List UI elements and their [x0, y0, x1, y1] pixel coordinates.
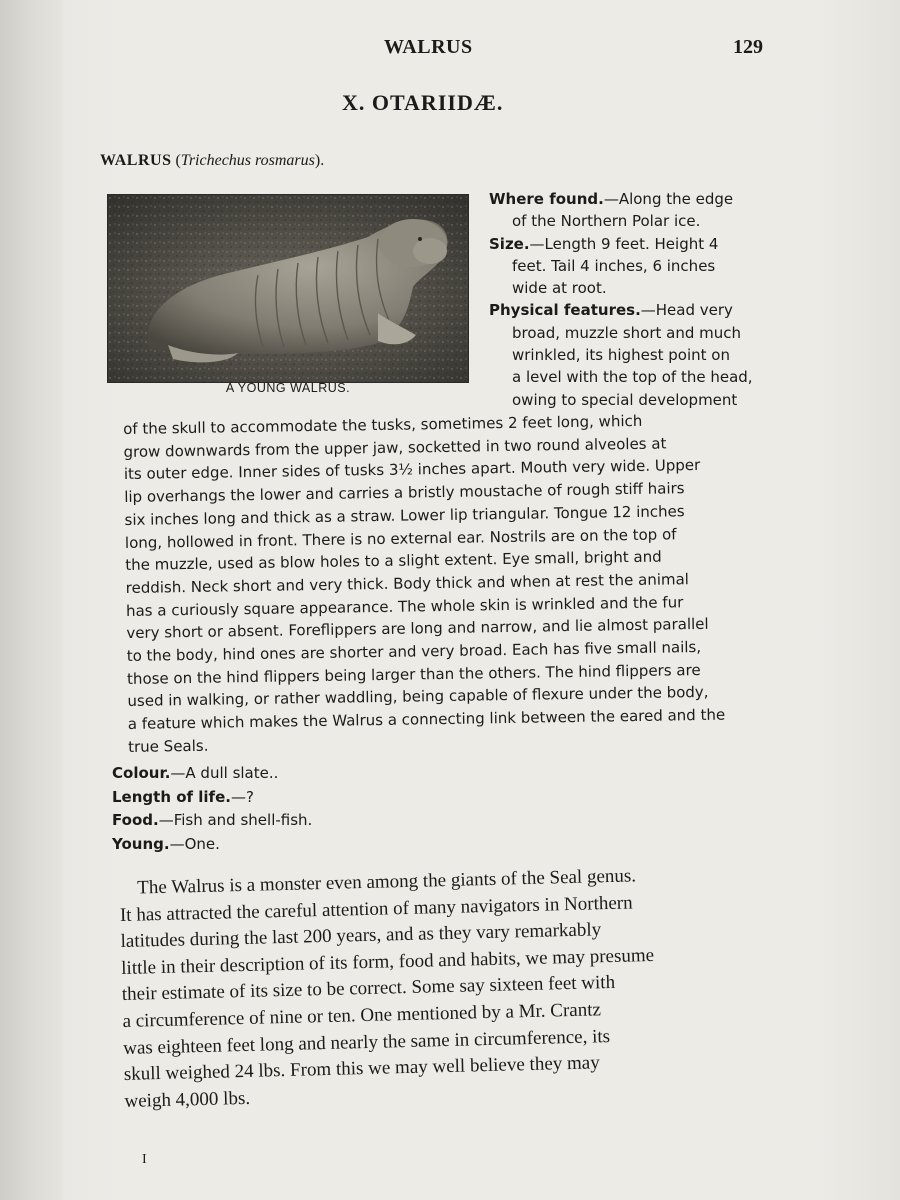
narrative-line: a circumference of nine or ten. One mentioned by a Mr. Crantz: [122, 999, 602, 1032]
fact-length-of-life: [112, 786, 312, 810]
fact-text: feet. Tail 4 inches, 6 inches: [512, 256, 716, 275]
fact-size: [489, 233, 789, 300]
species-name: WALRUS: [100, 152, 172, 169]
fact-text: —One.: [169, 834, 220, 853]
narrative-line: their estimate of its size to be correct. Some say sixteen feet with: [121, 972, 616, 1006]
chapter-title: X. OTARIIDÆ.: [342, 90, 504, 115]
walrus-photo: [107, 194, 469, 383]
body-line: six inches long and thick as a straw. Lower lip triangular. Tongue 12 inches: [124, 502, 685, 529]
narrative-line: weigh 4,000 lbs.: [124, 1087, 251, 1112]
fact-text: wide at root.: [512, 279, 607, 298]
body-line: true Seals.: [128, 736, 209, 756]
fact-label: Physical features.: [489, 301, 641, 320]
fact-label: Size.: [489, 234, 530, 253]
latin-close: ).: [314, 152, 325, 169]
body-line: used in walking, or rather waddling, being capable of flexure under the body,: [127, 683, 709, 711]
body-line: to the body, hind ones are shorter and very broad. Each has five small nails,: [126, 637, 702, 666]
narrative-line: was eighteen feet long and nearly the same in circumference, its: [122, 1025, 611, 1059]
narrative-line: little in their description of its form, food and habits, we may presume: [120, 944, 655, 979]
fact-text: a level with the top of the head,: [512, 368, 753, 387]
fact-text: broad, muzzle short and much: [512, 323, 741, 342]
body-line: of the skull to accommodate the tusks, sometimes 2 feet long, which: [123, 411, 643, 438]
fact-label: Colour.: [112, 764, 171, 782]
running-head: WALRUS: [384, 36, 473, 58]
fact-label: Food.: [112, 811, 159, 829]
body-line: a feature which makes the Walrus a connecting link between the eared and the: [127, 705, 726, 734]
fact-text: —Along the edge: [603, 190, 734, 208]
fact-text: owing to special development: [512, 390, 738, 409]
narrative-line: skull weighed 24 lbs. From this we may well believe they may: [123, 1052, 600, 1086]
fact-young: [112, 833, 312, 857]
fact-where-found: [489, 188, 789, 233]
fact-text: —Length 9 feet. Height 4: [529, 234, 719, 253]
fact-label: Young.: [112, 834, 170, 853]
physical-description-paragraph: [123, 407, 798, 758]
body-line: its outer edge. Inner sides of tusks 3½ inches apart. Mouth very wide. Upper: [123, 456, 701, 484]
body-line: long, hollowed in front. There is no external ear. Nostrils are on the top of: [124, 524, 677, 552]
body-line: has a curiously square appearance. The whole skin is wrinkled and the fur: [125, 592, 684, 620]
body-line: the muzzle, used as blow holes to a slight extent. Eye small, bright and: [125, 547, 662, 575]
narrative-line: It has attracted the careful attention of many navigators in Northern: [119, 892, 633, 926]
short-fact-list: [112, 762, 312, 856]
body-line: very short or absent. Foreflippers are long and narrow, and lie almost parallel: [126, 615, 709, 643]
body-line: lip overhangs the lower and carries a bristly moustache of rough stiff hairs: [124, 479, 685, 507]
fact-text: —?: [230, 787, 254, 806]
signature-mark: I: [142, 1152, 147, 1167]
fact-label: Length of life.: [112, 787, 231, 806]
photo-caption: A YOUNG WALRUS.: [225, 381, 351, 395]
fact-physical-features: [489, 299, 789, 410]
fact-text: of the Northern Polar ice.: [512, 212, 701, 231]
latin-open: (: [171, 152, 181, 169]
fact-text: wrinkled, its highest point on: [512, 346, 730, 365]
species-heading: [100, 152, 324, 170]
walrus-photo-image: [108, 195, 468, 382]
narrative-line: latitudes during the last 200 years, and as they vary remarkably: [120, 919, 602, 953]
page-number: 129: [733, 36, 763, 58]
fact-food: [112, 809, 312, 833]
fact-text: —Fish and shell-fish.: [158, 811, 313, 829]
fact-colour: [112, 762, 312, 786]
body-line: grow downwards from the upper jaw, socketted in two round alveoles at: [123, 434, 667, 461]
body-line: those on the hind flippers being larger than the others. The hind flippers are: [126, 660, 701, 688]
fact-text: —Head very: [640, 301, 733, 320]
narrative-paragraph: [119, 859, 815, 1115]
body-line: reddish. Neck short and very thick. Body thick and when at rest the animal: [125, 570, 690, 597]
species-latin-name: Trichechus rosmarus: [180, 152, 315, 169]
fact-label: Where found.: [489, 190, 604, 208]
narrative-line: The Walrus is a monster even among the giants of the Seal genus.: [137, 865, 637, 899]
fact-text: —A dull slate..: [170, 764, 279, 782]
fact-list: [489, 188, 789, 411]
